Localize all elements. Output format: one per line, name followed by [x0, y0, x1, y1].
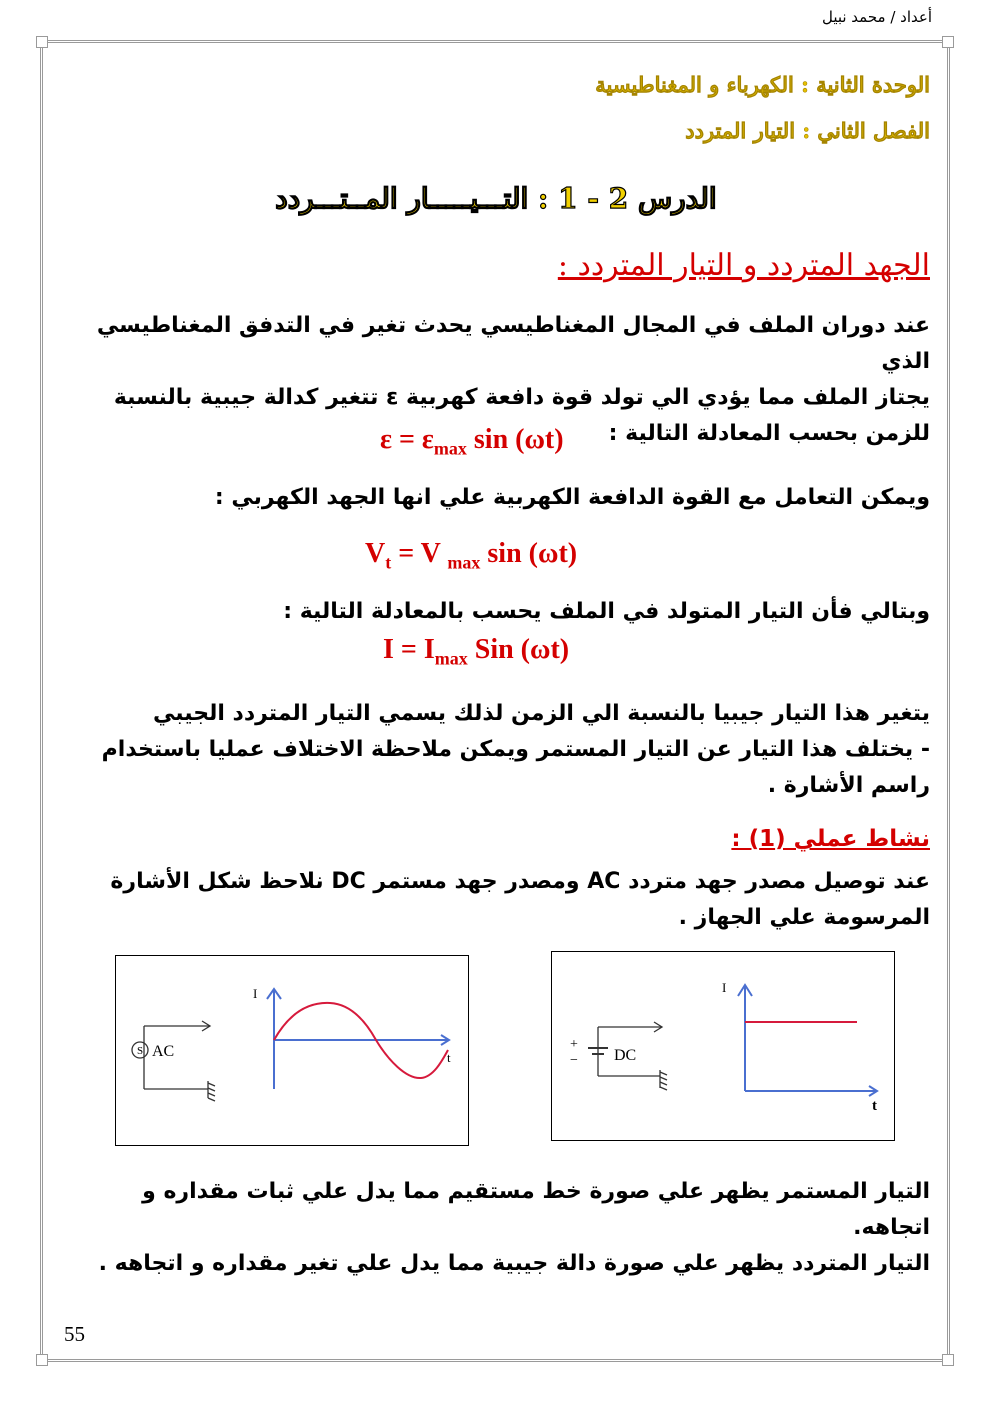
ac-y-axis-label: I: [253, 986, 258, 1001]
ac-source-circuit: [132, 1021, 215, 1101]
activity-title: نشاط عملي (1) :: [731, 826, 930, 852]
paragraph-conclusion: التيار المستمر يظهر علي صورة خط مستقيم مما يدل علي ثبات مقداره و اتجاهه. التيار المتردد يظهر علي صورة دالة جيبية مما يدل علي تغير مقداره و اتجاهه .: [98, 1179, 930, 1276]
paragraph-sinusoidal: يتغير هذا التيار جيبيا بالنسبة الي الزمن لذلك يسمي التيار المتردد الجيبي - يختلف هذا التيار عن التيار المستمر ويمكن ملاحظة الاختلاف عمليا باستخدام راسم الأشارة .: [101, 701, 930, 798]
paragraph-current: وبتالي فأن التيار المتولد في الملف يحسب بالمعادلة التالية :: [283, 599, 930, 624]
paragraph-activity: عند توصيل مصدر جهد متردد AC ومصدر جهد مستمر DC نلاحظ شكل الأشارة المرسومة علي الجهاز .: [110, 869, 930, 930]
ac-source-label: AC: [152, 1043, 175, 1060]
author-credit: أعداد / محمد نبيل: [821, 8, 932, 26]
dc-y-axis-label: I: [722, 980, 727, 995]
dc-x-axis-label: t: [872, 1098, 877, 1114]
unit-title: الوحدة الثانية : الكهرباء و المغناطيسية: [595, 72, 930, 97]
dc-plus-sign: +: [570, 1037, 578, 1052]
ac-axes: [267, 989, 449, 1089]
paragraph-intro: عند دوران الملف في المجال المغناطيسي يحدث تغير في التدفق المغناطيسي الذي يجتاز الملف مما يؤدي الي تولد قوة دافعة كهربية ε تتغير كدالة جيبية بالنسبة للزمن بحسب المعادلة التالية :: [96, 313, 930, 446]
lesson-title: الدرس 2 - 1 : التـــيـــــار المــتـــردد: [275, 182, 717, 215]
section-heading: الجهد المتردد و التيار المتردد :: [557, 248, 930, 283]
ac-x-axis-label: t: [447, 1050, 451, 1065]
dc-figure: [551, 951, 895, 1141]
page-number: 55: [64, 1322, 85, 1346]
equation-current: $I = I_{max}$ Sin (ωt): [383, 634, 570, 669]
equation-emf: $\varepsilon = \varepsilon_{max}$ sin (ωt): [380, 424, 564, 459]
dc-source-label: DC: [614, 1047, 637, 1064]
paragraph-voltage: ويمكن التعامل مع القوة الدافعة الكهربية علي انها الجهد الكهربي :: [214, 485, 930, 510]
ac-source-symbol: S: [136, 1045, 144, 1057]
dc-minus-sign: −: [570, 1053, 578, 1068]
ac-figure: [115, 955, 469, 1146]
equation-voltage: $V_t = V$ $_{max}$ sin (ωt): [365, 538, 578, 573]
chapter-title: الفصل الثاني : التيار المتردد: [685, 118, 930, 143]
dc-axes: [738, 985, 877, 1096]
